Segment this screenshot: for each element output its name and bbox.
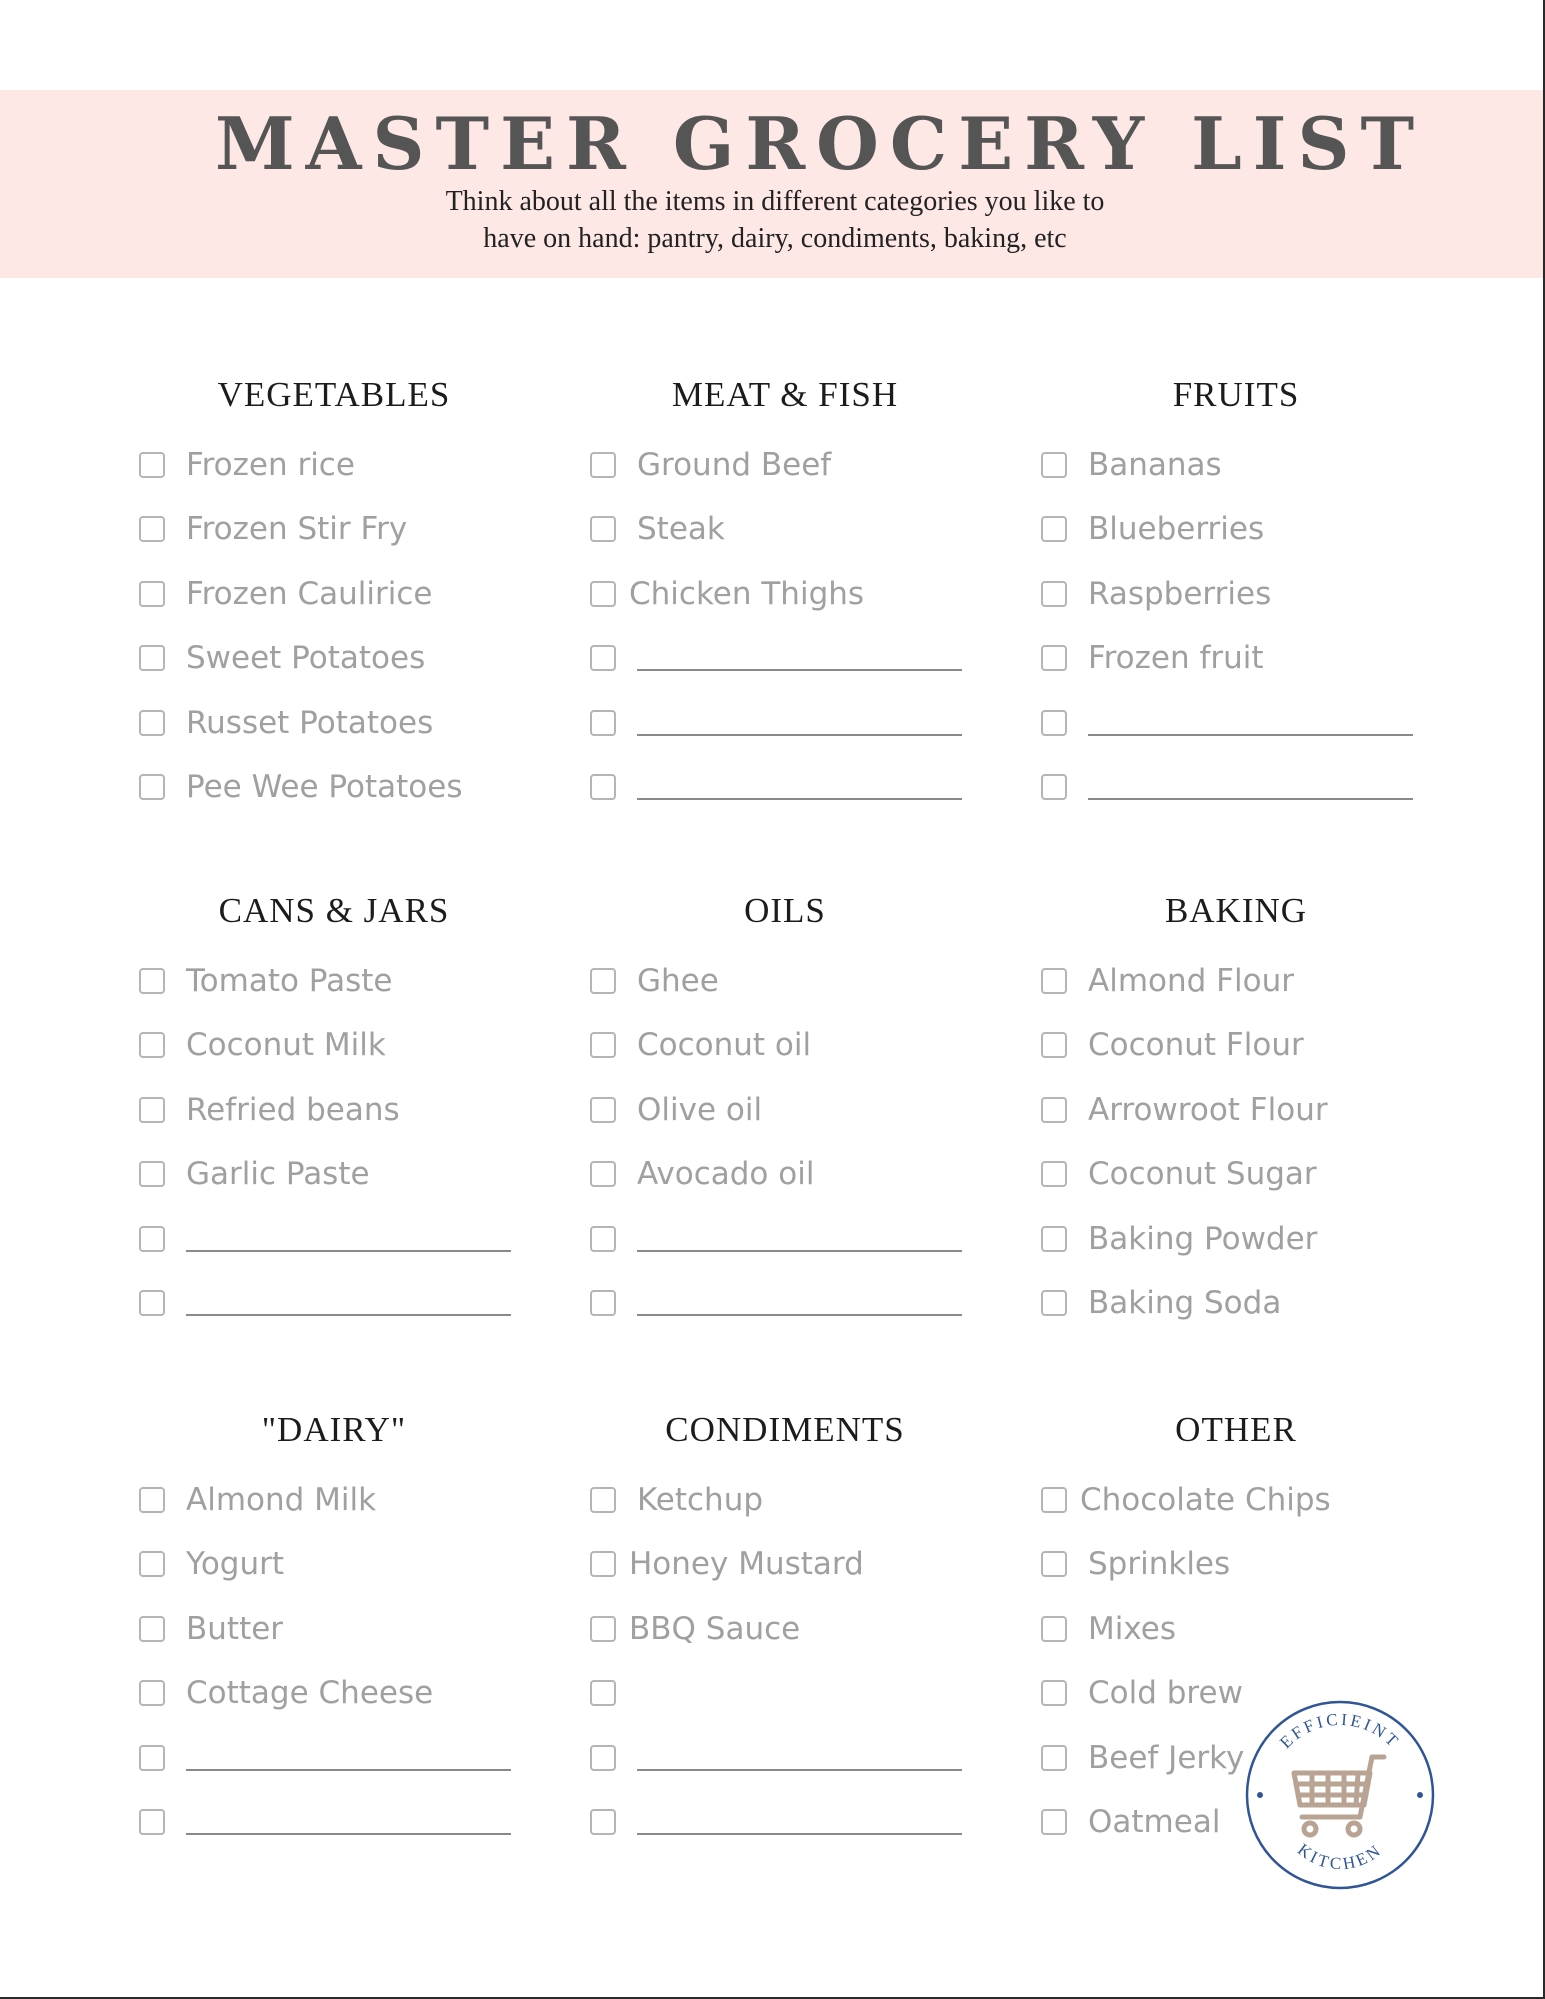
page-subtitle — [360, 183, 1190, 257]
checklist-item[interactable] — [590, 1219, 980, 1259]
checklist-item[interactable] — [590, 445, 980, 485]
checklist-item[interactable] — [1041, 574, 1431, 614]
checkbox[interactable] — [139, 1032, 165, 1058]
checkbox[interactable] — [139, 1290, 165, 1316]
checklist-item[interactable] — [590, 961, 980, 1001]
blank-write-in-line[interactable] — [637, 1314, 962, 1316]
checklist-item[interactable] — [139, 1219, 529, 1259]
item-label: Ghee — [637, 963, 719, 999]
checkbox[interactable] — [139, 774, 165, 800]
item-label: Steak — [637, 511, 725, 548]
checkbox[interactable] — [1041, 452, 1067, 478]
item-label: Refried beans — [186, 1091, 400, 1128]
checklist-item[interactable] — [590, 1802, 980, 1842]
checkbox[interactable] — [139, 1226, 165, 1252]
subtitle-line-2: have on hand: pantry, dairy, condiments, baking, etc — [483, 223, 1067, 254]
checkbox[interactable] — [590, 1616, 616, 1642]
checkbox[interactable] — [139, 968, 165, 994]
checkbox[interactable] — [590, 1290, 616, 1316]
blank-write-in-line[interactable] — [637, 669, 962, 671]
checklist-item[interactable] — [1041, 1219, 1431, 1259]
checklist-item[interactable] — [139, 1544, 529, 1584]
logo-dot — [1257, 1792, 1263, 1798]
item-label: Mixes — [1088, 1610, 1176, 1647]
item-label: Frozen Caulirice — [186, 575, 433, 612]
checklist-item[interactable] — [139, 1802, 529, 1842]
checklist-item[interactable] — [139, 574, 529, 614]
checkbox[interactable] — [1041, 1032, 1067, 1058]
checkbox[interactable] — [139, 1745, 165, 1771]
checklist-item[interactable] — [1041, 1609, 1431, 1649]
checklist-item[interactable] — [590, 1283, 980, 1323]
item-label: Frozen fruit — [1088, 640, 1264, 677]
checkbox[interactable] — [139, 1809, 165, 1835]
blank-write-in-line[interactable] — [186, 1833, 511, 1835]
checklist-item[interactable] — [1041, 1480, 1431, 1520]
item-label: Chocolate Chips — [1080, 1482, 1331, 1518]
checkbox[interactable] — [139, 581, 165, 607]
checklist-item[interactable] — [590, 1090, 980, 1130]
checklist-item[interactable] — [590, 1154, 980, 1194]
item-label: Sprinkles — [1088, 1546, 1231, 1583]
checkbox[interactable] — [139, 1097, 165, 1123]
checklist-item[interactable] — [139, 445, 529, 485]
item-label: Arrowroot Flour — [1088, 1091, 1328, 1128]
checkbox[interactable] — [590, 1161, 616, 1187]
checkbox[interactable] — [590, 1097, 616, 1123]
item-label: Cold brew — [1088, 1675, 1243, 1712]
checkbox[interactable] — [139, 1161, 165, 1187]
checklist-item[interactable] — [1041, 1544, 1431, 1584]
item-label: Chicken Thighs — [629, 575, 865, 612]
checkbox[interactable] — [1041, 1161, 1067, 1187]
section-title: MEAT & FISH — [671, 375, 899, 414]
item-label: Coconut Milk — [186, 1027, 386, 1064]
checklist-item[interactable] — [139, 767, 529, 807]
item-label: Honey Mustard — [629, 1546, 864, 1583]
blank-write-in-line[interactable] — [637, 1769, 962, 1771]
item-label: Russet Potatoes — [186, 704, 434, 741]
checklist-item[interactable] — [139, 509, 529, 549]
checkbox[interactable] — [590, 516, 616, 542]
checkbox[interactable] — [590, 968, 616, 994]
item-label: Sweet Potatoes — [186, 640, 426, 677]
item-label: Beef Jerky — [1088, 1739, 1245, 1776]
checkbox[interactable] — [1041, 1097, 1067, 1123]
checklist-item[interactable] — [590, 1544, 980, 1584]
section-title: OTHER — [1175, 1410, 1297, 1449]
page-title: MASTER GROCERY LIST — [214, 101, 1426, 186]
checklist-item[interactable] — [139, 1090, 529, 1130]
checkbox[interactable] — [139, 1616, 165, 1642]
blank-write-in-line[interactable] — [637, 734, 962, 736]
checkbox[interactable] — [590, 1032, 616, 1058]
item-label: Ketchup — [637, 1482, 764, 1518]
blank-write-in-line[interactable] — [637, 1250, 962, 1252]
checklist-item[interactable] — [590, 1738, 980, 1778]
checklist-item[interactable] — [139, 1673, 529, 1713]
logo-bottom-text: KITCHEN — [1294, 1839, 1386, 1874]
checkbox[interactable] — [590, 774, 616, 800]
item-label: Frozen Stir Fry — [186, 511, 408, 548]
item-label: Tomato Paste — [186, 963, 393, 999]
checkbox[interactable] — [590, 645, 616, 671]
checklist-item[interactable] — [1041, 509, 1431, 549]
checkbox[interactable] — [590, 1809, 616, 1835]
checklist-item[interactable] — [1041, 1154, 1431, 1194]
checklist-item[interactable] — [1041, 961, 1431, 1001]
checkbox[interactable] — [590, 452, 616, 478]
checklist-item[interactable] — [1041, 1025, 1431, 1065]
blank-write-in-line[interactable] — [637, 798, 962, 800]
checklist-item[interactable] — [590, 1480, 980, 1520]
checkbox[interactable] — [1041, 774, 1067, 800]
section-title: FRUITS — [1172, 375, 1300, 414]
checkbox[interactable] — [139, 1487, 165, 1513]
checkbox[interactable] — [1041, 1680, 1067, 1706]
checklist-item[interactable] — [590, 767, 980, 807]
checkbox[interactable] — [590, 1487, 616, 1513]
checkbox[interactable] — [590, 1551, 616, 1577]
subtitle-line-1: Think about all the items in different categories you like to — [445, 186, 1105, 217]
checklist-item[interactable] — [139, 1283, 529, 1323]
checkbox[interactable] — [1041, 1290, 1067, 1316]
checklist-item[interactable] — [1041, 703, 1431, 743]
item-label: BBQ Sauce — [629, 1610, 801, 1647]
blank-write-in-line[interactable] — [186, 1769, 511, 1771]
section-title: CANS & JARS — [218, 891, 450, 930]
item-label: Almond Milk — [186, 1482, 377, 1518]
checkbox[interactable] — [1041, 645, 1067, 671]
section-title: CONDIMENTS — [665, 1410, 905, 1449]
logo-dot — [1417, 1792, 1423, 1798]
item-label: Raspberries — [1088, 575, 1272, 612]
checkbox[interactable] — [139, 452, 165, 478]
checkbox[interactable] — [1041, 968, 1067, 994]
checkbox[interactable] — [1041, 1226, 1067, 1252]
item-label: Oatmeal — [1088, 1804, 1221, 1840]
checklist-item[interactable] — [590, 1673, 980, 1713]
blank-write-in-line[interactable] — [186, 1314, 511, 1316]
checklist-item[interactable] — [590, 1609, 980, 1649]
checkbox[interactable] — [1041, 1487, 1067, 1513]
item-label: Blueberries — [1088, 511, 1265, 548]
item-label: Frozen rice — [186, 447, 355, 483]
blank-write-in-line[interactable] — [186, 1250, 511, 1252]
section-title: BAKING — [1164, 891, 1308, 930]
checklist-item[interactable] — [590, 638, 980, 678]
item-label: Cottage Cheese — [186, 1675, 434, 1712]
item-label: Almond Flour — [1088, 963, 1294, 999]
checklist-item[interactable] — [139, 1609, 529, 1649]
checkbox[interactable] — [1041, 1616, 1067, 1642]
item-label: Butter — [186, 1610, 284, 1647]
checkbox[interactable] — [139, 645, 165, 671]
checkbox[interactable] — [139, 1680, 165, 1706]
checklist-item[interactable] — [1041, 767, 1431, 807]
checklist-item[interactable] — [590, 1025, 980, 1065]
item-label: Yogurt — [186, 1546, 285, 1583]
checklist-item[interactable] — [139, 1480, 529, 1520]
efficient-kitchen-logo — [1242, 1697, 1438, 1893]
checklist-item[interactable] — [1041, 1283, 1431, 1323]
blank-write-in-line[interactable] — [1088, 798, 1413, 800]
checkbox[interactable] — [139, 710, 165, 736]
checklist-item[interactable] — [139, 1025, 529, 1065]
checklist-item[interactable] — [139, 961, 529, 1001]
checklist-item[interactable] — [1041, 638, 1431, 678]
item-label: Pee Wee Potatoes — [186, 769, 463, 805]
item-label: Garlic Paste — [186, 1156, 370, 1193]
item-label: Bananas — [1088, 447, 1222, 483]
checklist-item[interactable] — [590, 574, 980, 614]
checkbox[interactable] — [1041, 1745, 1067, 1771]
checkbox[interactable] — [139, 1551, 165, 1577]
item-label: Avocado oil — [637, 1156, 815, 1193]
checklist-item[interactable] — [139, 1738, 529, 1778]
checkbox[interactable] — [1041, 516, 1067, 542]
checkbox[interactable] — [1041, 1809, 1067, 1835]
checklist-item[interactable] — [1041, 1090, 1431, 1130]
checkbox[interactable] — [139, 516, 165, 542]
checkbox[interactable] — [590, 1226, 616, 1252]
checklist-item[interactable] — [139, 703, 529, 743]
checkbox[interactable] — [590, 581, 616, 607]
checkbox[interactable] — [1041, 581, 1067, 607]
item-label: Coconut Sugar — [1088, 1156, 1317, 1193]
item-label: Coconut oil — [637, 1027, 812, 1064]
checkbox[interactable] — [590, 710, 616, 736]
item-label: Olive oil — [637, 1091, 763, 1128]
blank-write-in-line[interactable] — [1088, 734, 1413, 736]
checklist-item[interactable] — [590, 509, 980, 549]
checklist-item[interactable] — [139, 1154, 529, 1194]
logo-top-text: EFFICIEINT — [1276, 1709, 1404, 1753]
checklist-item[interactable] — [590, 703, 980, 743]
checklist-item[interactable] — [139, 638, 529, 678]
item-label: Coconut Flour — [1088, 1027, 1304, 1064]
item-label: Baking Powder — [1088, 1220, 1318, 1257]
section-title: VEGETABLES — [217, 375, 451, 414]
checkbox[interactable] — [1041, 1551, 1067, 1577]
blank-write-in-line[interactable] — [637, 1833, 962, 1835]
item-label: Ground Beef — [637, 447, 832, 483]
section-title: OILS — [744, 891, 826, 930]
checkbox[interactable] — [590, 1680, 616, 1706]
checkbox[interactable] — [590, 1745, 616, 1771]
section-title: "DAIRY" — [261, 1410, 407, 1449]
checkbox[interactable] — [1041, 710, 1067, 736]
checklist-item[interactable] — [1041, 445, 1431, 485]
item-label: Baking Soda — [1088, 1285, 1282, 1321]
